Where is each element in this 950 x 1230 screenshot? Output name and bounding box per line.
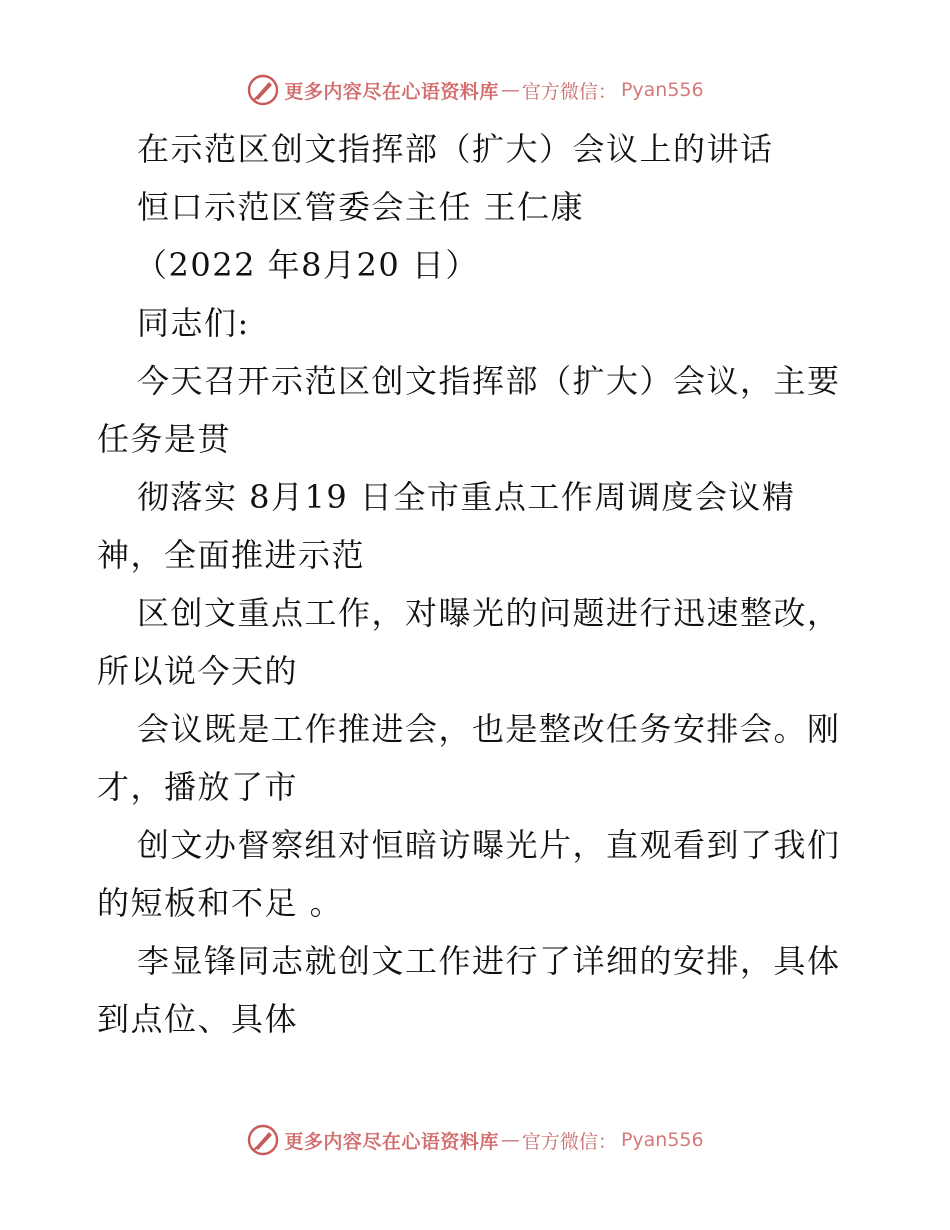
- watermark-official-label: 官方微信：: [521, 1130, 617, 1153]
- watermark-account: Pyan556: [620, 1129, 704, 1151]
- footer-watermark: [0, 1120, 950, 1160]
- watermark-official-label: 官方微信：: [521, 80, 617, 103]
- header-watermark: [0, 70, 950, 110]
- paragraph-line: 彻落实 8月19 日全市重点工作周调度会议精: [137, 478, 796, 516]
- paragraph-line: 的短板和不足 。: [97, 884, 344, 922]
- paragraph-line: 区创文重点工作，对曝光的问题进行迅速整改，: [137, 594, 841, 632]
- document-author: 恒口示范区管委会主任 王仁康: [137, 188, 585, 226]
- quill-logo-icon: [246, 73, 280, 107]
- document-body: [97, 120, 857, 1048]
- watermark-text: 更多内容尽在心语资料库: [284, 1130, 499, 1153]
- paragraph-line: 任务是贯: [97, 420, 232, 458]
- document-date: （2022 年8月20 日）: [135, 246, 479, 284]
- paragraph-line: 才，播放了市: [97, 768, 299, 806]
- paragraph-line: 会议既是工作推进会，也是整改任务安排会。刚: [137, 710, 841, 748]
- paragraph-line: 创文办督察组对恒暗访曝光片，直观看到了我们: [137, 826, 841, 864]
- paragraph-line: 今天召开示范区创文指挥部（扩大）会议，主要: [137, 362, 841, 400]
- quill-logo-icon: [246, 1123, 280, 1157]
- paragraph-line: 神，全面推进示范: [97, 536, 366, 574]
- watermark-text: 更多内容尽在心语资料库: [284, 80, 499, 103]
- salutation: 同志们:: [137, 304, 250, 342]
- watermark-separator: —: [500, 79, 520, 101]
- watermark-account: Pyan556: [620, 79, 704, 101]
- paragraph-line: 所以说今天的: [97, 652, 299, 690]
- watermark-separator: —: [500, 1129, 520, 1151]
- document-title: 在示范区创文指挥部（扩大）会议上的讲话: [137, 130, 774, 168]
- paragraph-line: 李显锋同志就创文工作进行了详细的安排，具体: [137, 942, 841, 980]
- paragraph-line: 到点位、具体: [97, 1000, 299, 1038]
